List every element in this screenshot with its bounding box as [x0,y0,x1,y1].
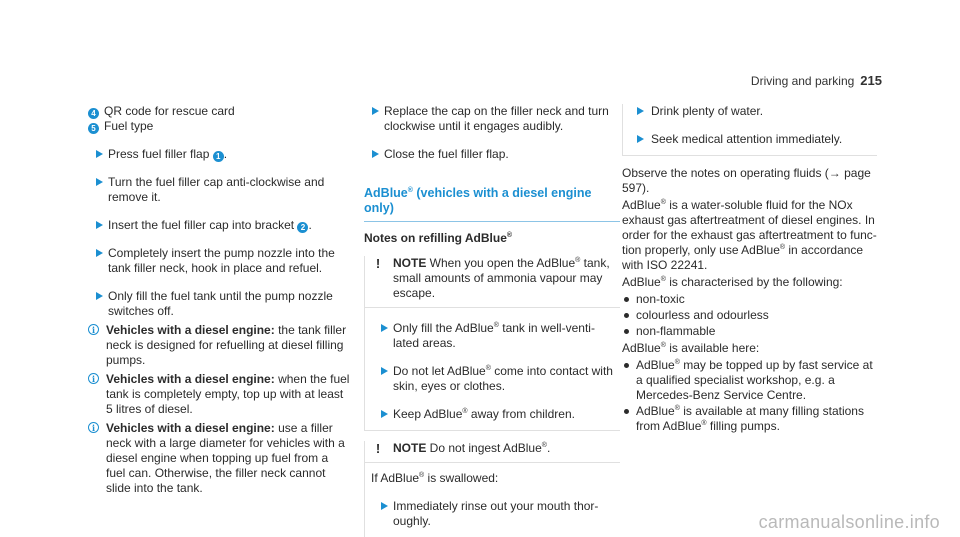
watermark: carmanualsonline.info [758,512,940,532]
step-close-flap [364,147,620,162]
step-text: . [223,147,228,161]
step-text: Seek medical attention immediately. [651,132,843,146]
column-3 [622,104,877,434]
available-text [622,341,877,356]
info-note [88,323,350,368]
step-arrow-icon [381,367,388,375]
step-press-flap [88,147,350,162]
step-text: Insert the fuel filler cap into bracket [108,218,295,232]
step-text: Only fill the AdBlue [393,321,494,335]
note-text: when the fuel tank is completely empty, top up with at least 5 litres of diesel. [106,372,350,416]
list-item-text: AdBlue [636,404,675,418]
note-box-body [365,321,620,422]
note-box-body [365,471,620,529]
registered-mark: ® [407,187,413,194]
note-label: Vehicles with a diesel engine: [106,421,275,435]
body-text: Observe the notes on operating fluids (→ page 597). [622,166,871,195]
body-text: is available here: [665,341,760,355]
note-box-text [393,256,614,301]
properties-list [622,292,877,339]
registered-mark: ® [674,359,680,366]
subheading-text: Notes on refilling AdBlue [364,231,507,245]
step-medical-attention [623,132,877,147]
note-text: use a filler neck with a large diameter for vehicles with a diesel engine when topping up fuel from a fuel can. Otherwise, the filler neck cannot slide into the tank. [106,421,345,495]
list-item [622,358,877,403]
body-text: in accordance with ISO 22241. [622,243,864,272]
body-text: AdBlue [622,198,661,212]
note-label: NOTE [393,256,427,270]
section-title-text: (vehicles with a diesel engine only) [364,186,592,215]
body-text: AdBlue [622,341,661,355]
step-text: Close the fuel filler flap. [384,147,509,161]
list-item-text: AdBlue [636,358,675,372]
characterised-text [622,275,877,290]
step-arrow-icon [96,150,103,158]
registered-mark: ® [462,408,468,415]
key-item [88,119,350,134]
subheading [364,231,620,246]
info-note [88,372,350,417]
step-arrow-icon [372,107,379,115]
list-item-text: filling pumps. [706,419,780,433]
step-no-contact [371,364,614,394]
section-title [364,186,620,222]
note-box-ingest [364,441,620,537]
step-text: Do not let AdBlue [393,364,486,378]
note-box-text [393,441,614,456]
registered-mark: ® [575,257,581,264]
section-title-text: AdBlue [364,186,408,200]
warning-exclamation-icon: ! [375,441,381,456]
step-text: tank in well-venti-lated areas. [393,321,595,350]
step-text: Completely insert the pump nozzle into the tank filler neck, hook in place and refuel. [108,246,335,275]
step-text: Immediately rinse out your mouth thor-oughly. [393,499,599,528]
step-replace-cap [364,104,620,134]
callout-2-icon: 2 [297,222,308,233]
step-arrow-icon [637,135,644,143]
info-note [88,421,350,496]
callout-1-icon: 1 [213,151,224,162]
step-arrow-icon [96,178,103,186]
callout-4-icon: 4 [88,108,99,119]
list-item-text: may be topped up by fast service at a qualified specialist workshop, e.g. a Mercedes-Benz Service Centre. [636,358,873,402]
body-text: is a water-soluble fluid for the NOx exhaust gas aftertreatment of diesel engines. In order for the exhaust gas aftertreatment to func-tion properly, only use AdBlue [622,198,877,257]
info-icon: i [88,373,99,384]
registered-mark: ® [485,365,491,372]
registered-mark: ® [541,442,547,449]
bullet-icon [624,297,629,302]
body-text: AdBlue [622,275,661,289]
list-item [622,308,877,323]
registered-mark: ® [506,232,513,239]
column-2 [364,104,620,537]
page-header [751,73,882,89]
availability-list [622,358,877,434]
body-text: is swallowed: [424,471,499,485]
note-label: NOTE [393,441,427,455]
step-arrow-icon [96,292,103,300]
note-box-header [365,441,620,463]
warning-exclamation-icon: ! [375,256,381,271]
note-text: . [546,441,551,455]
bullet-icon [624,363,629,368]
list-item-text: non-toxic [636,292,685,306]
list-item-text: non-flammable [636,324,716,338]
step-text: away from children. [467,407,575,421]
bullet-icon [624,329,629,334]
step-arrow-icon [96,249,103,257]
step-text: . [308,218,312,232]
body-text: is characterised by the following: [665,275,843,289]
registered-mark: ® [660,342,666,349]
note-text: Do not ingest AdBlue [426,441,542,455]
step-text: come into contact with skin, eyes or clothes. [393,364,613,393]
page-number: 215 [860,73,882,88]
step-arrow-icon [381,410,388,418]
note-text: tank, small amounts of ammonia vapour may escape. [393,256,610,300]
registered-mark: ® [493,322,499,329]
callout-5-icon: 5 [88,123,99,134]
info-icon: i [88,324,99,335]
observe-notes-text [622,166,877,196]
step-arrow-icon [637,107,644,115]
bullet-icon [624,313,629,318]
step-text: Press fuel filler flap [108,147,210,161]
step-drink-water [623,104,877,119]
step-text: Only fill the fuel tank until the pump nozzle switches off. [108,289,333,318]
key-item [88,104,350,119]
step-children [371,407,614,422]
step-turn-cap [88,175,350,205]
note-text: When you open the AdBlue [426,256,576,270]
column-1 [88,104,350,496]
swallowed-text [371,471,614,486]
step-text: Replace the cap on the filler neck and turn clockwise until it engages audibly. [384,104,609,133]
note-text: the tank filler neck is designed for refuelling at diesel filling pumps. [106,323,347,367]
step-insert-cap [88,218,350,233]
step-text: Turn the fuel filler cap anti-clockwise and remove it. [108,175,325,204]
adblue-description [622,198,877,273]
step-ventilated [371,321,614,351]
step-fill-tank [88,289,350,319]
body-text: If AdBlue [371,471,420,485]
list-item [622,292,877,307]
step-arrow-icon [381,502,388,510]
note-box-header [365,256,620,308]
note-label: Vehicles with a diesel engine: [106,323,275,337]
step-insert-nozzle [88,246,350,276]
step-arrow-icon [96,221,103,229]
step-arrow-icon [372,150,379,158]
step-rinse-mouth [371,499,614,529]
list-item [622,404,877,434]
step-text: Keep AdBlue [393,407,463,421]
registered-mark: ® [701,420,707,427]
bullet-icon [624,409,629,414]
registered-mark: ® [674,405,680,412]
note-box-ammonia [364,256,620,431]
list-item [622,324,877,339]
step-text: Drink plenty of water. [651,104,764,118]
chapter-title: Driving and parking [750,74,855,88]
list-item-text: colourless and odourless [636,308,769,322]
key-text: QR code for rescue card [104,104,235,118]
registered-mark: ® [419,472,425,479]
info-icon: i [88,422,99,433]
registered-mark: ® [779,244,786,251]
list-item-text: is available at many filling stations from AdBlue [636,404,864,433]
note-box-continued [622,104,877,156]
registered-mark: ® [660,276,666,283]
note-label: Vehicles with a diesel engine: [106,372,275,386]
key-text: Fuel type [104,119,154,133]
step-arrow-icon [381,324,388,332]
registered-mark: ® [660,199,666,206]
